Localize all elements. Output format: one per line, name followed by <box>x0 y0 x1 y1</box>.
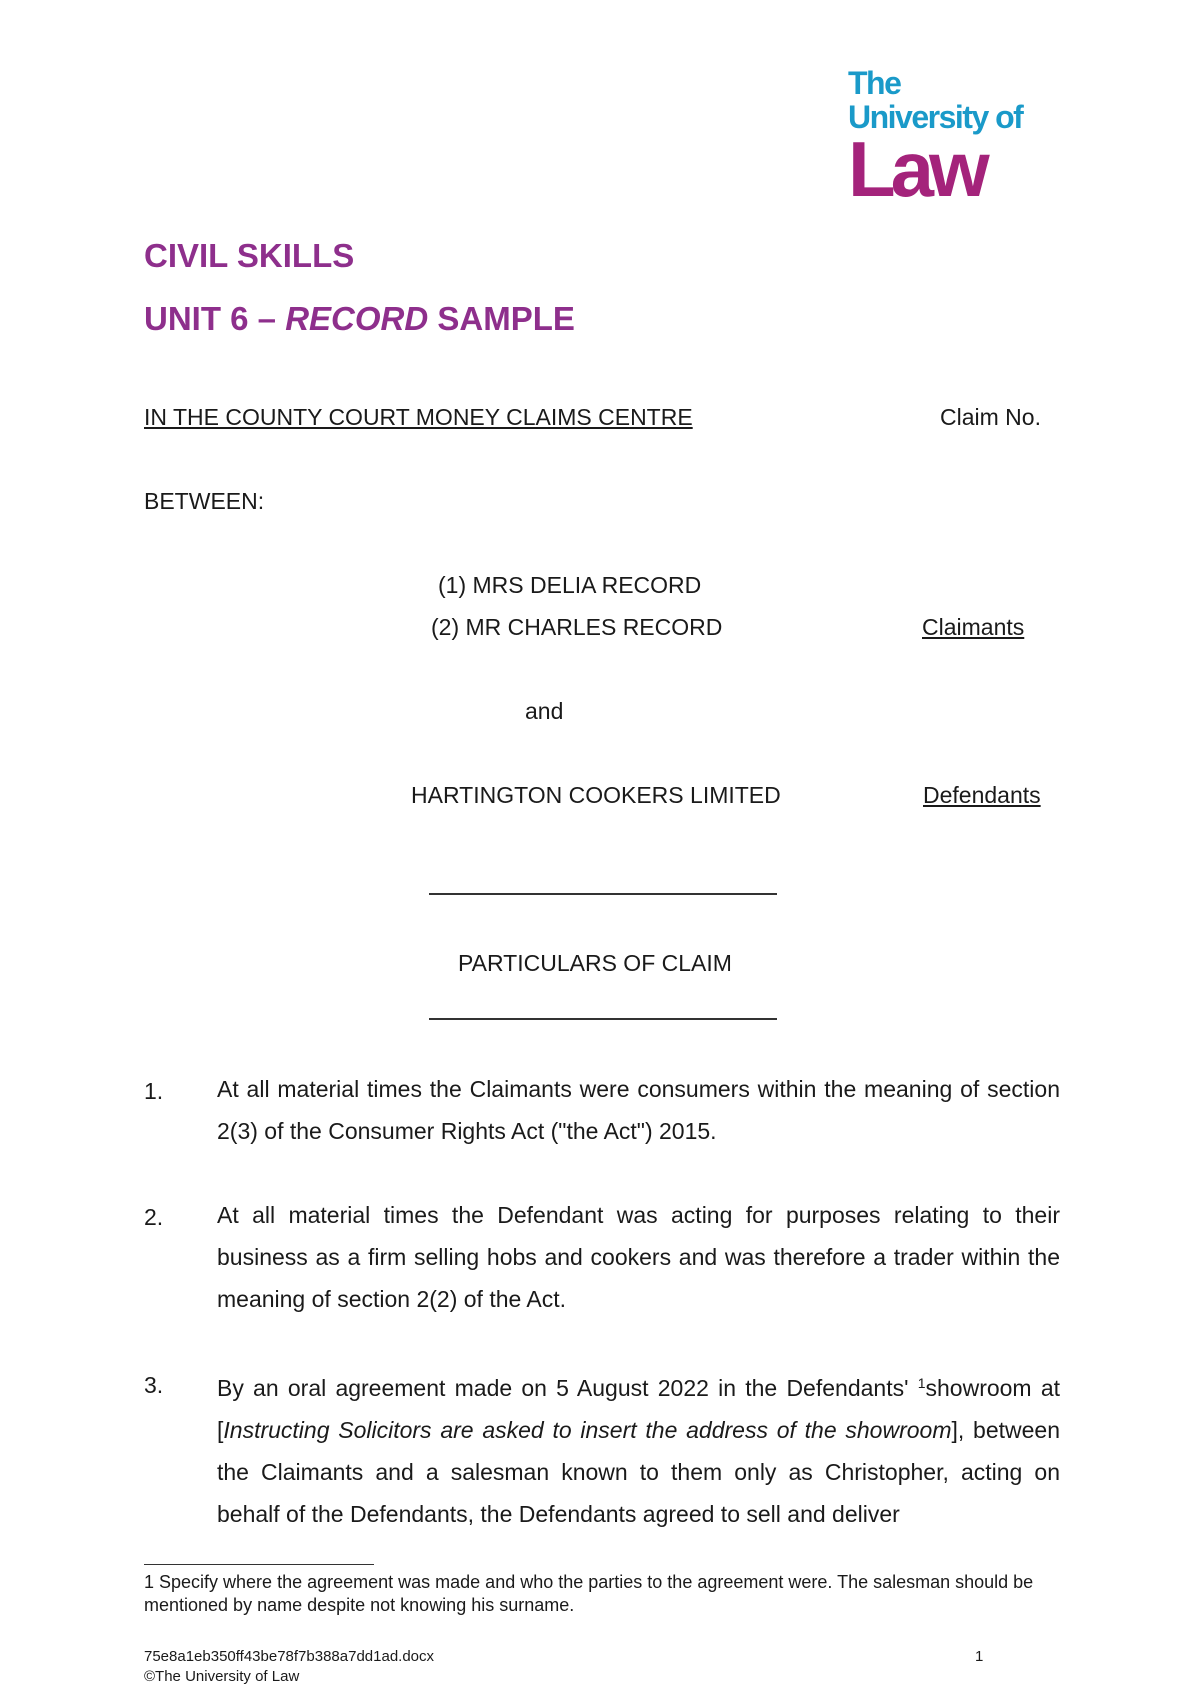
paragraph-3-number: 3. <box>144 1372 164 1398</box>
heading-unit-italic: RECORD <box>285 300 429 337</box>
footnote-1: 1 Specify where the agreement was made and who the parties to the agreement were. The salesman should be mentioned by name despite not knowing his surname. <box>144 1572 1034 1615</box>
and-separator: and <box>525 698 564 724</box>
university-logo <box>848 65 1028 213</box>
claim-number-label: Claim No. <box>940 404 1041 430</box>
paragraph-2-number: 2. <box>144 1204 164 1230</box>
page-number: 1 <box>975 1648 984 1665</box>
footnote-reference: 1 <box>917 1375 926 1391</box>
claimant-2: (2) MR CHARLES RECORD <box>431 614 723 640</box>
claimant-1: (1) MRS DELIA RECORD <box>438 572 702 598</box>
paragraph-3-text-b: showroom at [ <box>217 1375 1060 1443</box>
heading-unit-suffix: SAMPLE <box>428 300 575 337</box>
defendants-label: Defendants <box>923 782 1041 808</box>
document-title: PARTICULARS OF CLAIM <box>458 950 732 976</box>
heading-unit-prefix: UNIT 6 – <box>144 300 286 337</box>
paragraph-2-text: At all material times the Defendant was acting for purposes relating to their business as a firm selling hobs and cookers and was therefore a trader within the meaning of section 2(2) of the Act. <box>217 1202 1060 1312</box>
paragraph-3-text <box>217 1362 1060 1535</box>
title-rule-top <box>429 893 777 895</box>
claimants-label: Claimants <box>922 614 1025 640</box>
footer-filename: 75e8a1eb350ff43be78f7b388a7dd1ad.docx <box>144 1648 435 1665</box>
paragraph-1-number: 1. <box>144 1078 164 1104</box>
footnote-separator <box>144 1564 374 1565</box>
logo-line-law: Law <box>848 125 985 213</box>
heading-civil-skills: CIVIL SKILLS <box>144 237 355 274</box>
paragraph-3-text-c: ], between the Claimants and a salesman known to them only as Christopher, acting on behalf of the Defendants, the Defendants agreed to sell and deliver <box>217 1417 1060 1527</box>
defendant-name: HARTINGTON COOKERS LIMITED <box>411 782 781 808</box>
heading-unit <box>144 300 575 338</box>
paragraph-3-instruction: Instructing Solicitors are asked to insert the address of the showroom <box>223 1417 952 1443</box>
logo-line-university: University of <box>848 99 1023 135</box>
title-rule-bottom <box>429 1018 777 1020</box>
paragraph-1-text: At all material times the Claimants were consumers within the meaning of section 2(3) of the Consumer Rights Act ("the Act") 2015. <box>217 1076 1060 1144</box>
footer-copyright: ©The University of Law <box>144 1668 300 1685</box>
between-label: BETWEEN: <box>144 488 265 514</box>
court-name: IN THE COUNTY COURT MONEY CLAIMS CENTRE <box>144 404 693 430</box>
paragraph-3-text-a: By an oral agreement made on 5 August 2022 in the Defendants' <box>217 1375 918 1401</box>
logo-line-the: The <box>848 65 901 101</box>
